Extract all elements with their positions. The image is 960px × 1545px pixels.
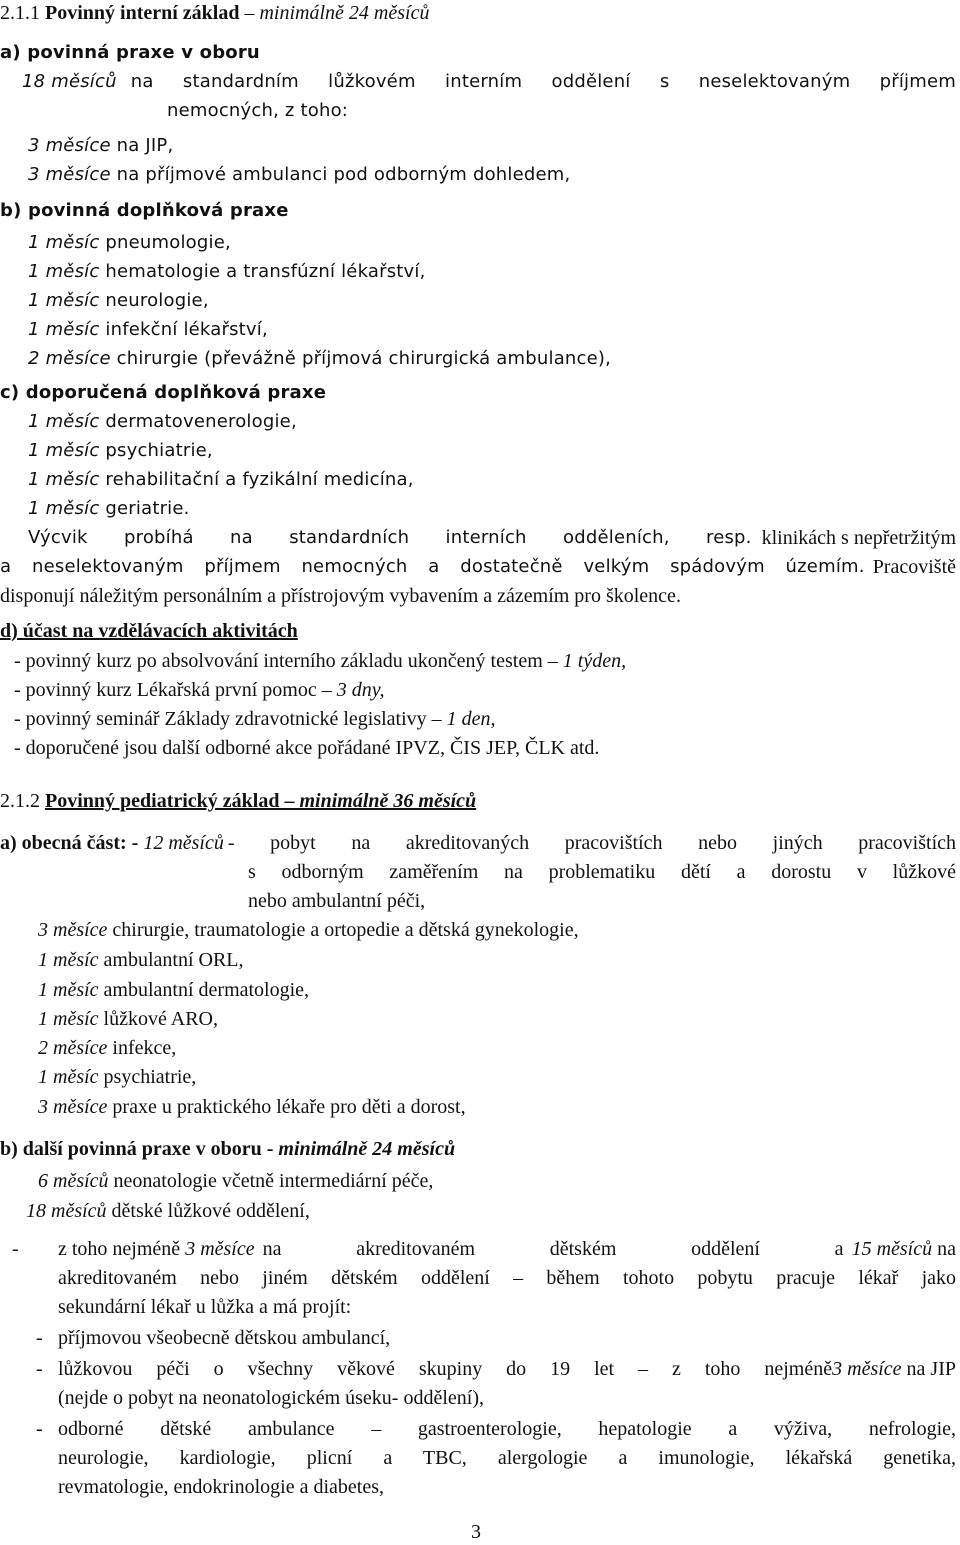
duration: 1 měsíc — [28, 319, 100, 340]
list-item — [38, 947, 244, 973]
bullet-dash: - — [12, 1238, 19, 1260]
list-item — [38, 1035, 176, 1061]
section-heading-2-1-2 — [0, 788, 476, 814]
list-item — [28, 288, 209, 314]
line-text: na akreditovaném dětském oddělení a — [262, 1238, 844, 1260]
line-text: na — [932, 1238, 956, 1260]
duration: 2 měsíce — [38, 1037, 108, 1059]
duration: 1 měsíc — [28, 290, 100, 311]
text-line: nemocných, z toho: — [167, 100, 349, 121]
paragraph-line: neurologie, kardiologie, plicní a TBC, alergologie a imunologie, lékařská genetika, — [58, 1447, 956, 1469]
subsection-d-title — [0, 618, 298, 644]
list-item — [28, 259, 426, 285]
item-text: infekce, — [107, 1037, 177, 1059]
duration: 3 měsíce — [185, 1238, 255, 1260]
line-text: - pobyt na akreditovaných pracovištích nebo jiných pracovištích — [227, 832, 956, 854]
subsection-a-title: a) povinná praxe v oboru — [0, 42, 260, 63]
item-text: geriatrie. — [99, 498, 190, 519]
subsection-a-label: a) obecná část: — [0, 832, 127, 854]
line-segment — [832, 1356, 956, 1382]
item-text: lůžkové ARO, — [98, 1008, 218, 1030]
duration: 1 měsíc — [38, 979, 99, 1001]
heading-title: Povinný interní základ — [45, 2, 240, 24]
item-text: dětské lůžkové oddělení, — [106, 1200, 310, 1222]
list-item — [38, 1006, 218, 1032]
text-line: nebo ambulantní péči, — [248, 890, 426, 912]
paragraph-line: sekundární lékař u lůžka a má projít: — [58, 1296, 352, 1318]
item-text: na JIP, — [110, 135, 174, 156]
duration: 1 měsíc — [28, 261, 100, 282]
list-item — [28, 496, 190, 522]
subsection-d-title-text: d) účast na vzdělávacích aktivitách — [0, 620, 298, 642]
duration: 18 měsíců — [26, 1200, 107, 1222]
subsection-b-title: b) povinná doplňková praxe — [0, 200, 289, 221]
label-dash: - — [126, 832, 144, 854]
item-text: neurologie, — [99, 290, 209, 311]
duration: 3 měsíce — [28, 164, 111, 185]
paragraph-line — [58, 1236, 956, 1262]
text-line — [0, 830, 956, 856]
paragraph-line: akreditovaném nebo jiném dětském oddělení – během tohoto pobytu pracuje lékař jako — [58, 1267, 956, 1289]
paragraph-line: odborné dětské ambulance – gastroenterologie, hepatologie a výživa, nefrologie, — [58, 1418, 956, 1440]
list-item — [28, 438, 213, 464]
subsection-b-title — [0, 1136, 455, 1162]
label-group — [0, 830, 224, 856]
item-text: infekční lékařství, — [99, 319, 268, 340]
duration: 18 měsíců — [22, 71, 117, 92]
list-item — [38, 1168, 433, 1194]
paragraph-line — [58, 1356, 956, 1382]
item-text: dermatovenerologie, — [99, 411, 297, 432]
item-text: praxe u praktického lékaře pro děti a dorost, — [107, 1096, 466, 1118]
list-item — [14, 677, 384, 703]
line-text: klinikách s nepřetržitým — [761, 527, 956, 549]
list-item — [38, 977, 309, 1003]
duration: 6 měsíců — [38, 1170, 109, 1192]
heading-title: Povinný pediatrický základ — [45, 790, 280, 812]
duration: 1 měsíc — [38, 1008, 99, 1030]
duration: 1 měsíc — [28, 411, 100, 432]
duration: 3 měsíce — [832, 1358, 902, 1380]
list-item — [28, 346, 611, 372]
paragraph-line: revmatologie, endokrinologie a diabetes, — [58, 1476, 385, 1498]
heading-dash: – — [279, 790, 300, 812]
list-item — [26, 1198, 310, 1224]
list-item — [28, 133, 173, 159]
list-item — [28, 317, 268, 343]
line-segment — [58, 1236, 255, 1262]
item-text: chirurgie, traumatologie a ortopedie a dětská gynekologie, — [107, 919, 579, 941]
text-line — [22, 69, 956, 95]
item-text: chirurgie (převážně příjmová chirurgická ambulance), — [110, 348, 612, 369]
bullet-dash: - — [36, 1327, 43, 1349]
line-text: lůžkovou péči o všechny věkové skupiny do 19 let – z toho nejméně — [58, 1358, 833, 1380]
heading-number: 2.1.1 — [0, 2, 45, 24]
bullet-dash: - — [36, 1418, 43, 1440]
item-text: psychiatrie, — [98, 1066, 197, 1088]
heading-duration: minimálně 36 měsíců — [299, 790, 477, 812]
page-number: 3 — [471, 1521, 481, 1543]
item-text: hematologie a transfúzní lékařství, — [99, 261, 426, 282]
duration: 1 měsíc — [28, 232, 100, 253]
duration: 12 měsíců — [143, 832, 224, 854]
subsection-c-title: c) doporučená doplňková praxe — [0, 382, 327, 403]
item-text: ambulantní dermatologie, — [98, 979, 310, 1001]
duration: 1 měsíc — [28, 440, 100, 461]
line-text: z toho nejméně — [58, 1238, 186, 1260]
line-text: na JIP — [901, 1358, 956, 1380]
list-item — [38, 1094, 466, 1120]
list-item — [28, 162, 570, 188]
paragraph-line — [0, 554, 956, 580]
heading-dash: – — [239, 2, 260, 24]
list-item — [38, 1064, 196, 1090]
item-text: - povinný kurz po absolvování interního základu ukončený testem – — [14, 650, 563, 672]
heading-duration: minimálně 24 měsíců — [259, 2, 430, 24]
list-item: příjmovou všeobecně dětskou ambulancí, — [58, 1327, 391, 1349]
item-text: neonatologie včetně intermediární péče, — [108, 1170, 434, 1192]
list-item — [14, 648, 626, 674]
item-text: rehabilitační a fyzikální medicína, — [99, 469, 414, 490]
duration: minimálně 24 měsíců — [278, 1138, 456, 1160]
item-text: - doporučené jsou další odborné akce pořádané IPVZ, ČIS JEP, ČLK atd. — [14, 737, 600, 759]
duration: 2 měsíce — [28, 348, 111, 369]
duration: 1 měsíc — [28, 469, 100, 490]
paragraph-line: disponují náležitým personálním a přístrojovým vybavením a zázemím pro školence. — [0, 585, 681, 607]
duration: 1 den, — [446, 708, 496, 730]
duration: 3 měsíce — [38, 919, 108, 941]
line-text: na standardním lůžkovém interním oddělení s neselektovaným příjmem — [130, 71, 956, 92]
paragraph-line — [28, 525, 956, 551]
duration: 3 měsíce — [38, 1096, 108, 1118]
list-item — [14, 706, 496, 732]
duration: 3 měsíce — [28, 135, 111, 156]
line-segment — [852, 1236, 956, 1262]
subsection-b-label: b) další povinná praxe v oboru - — [0, 1138, 279, 1160]
item-text: psychiatrie, — [99, 440, 213, 461]
bullet-dash: - — [36, 1358, 43, 1380]
list-item — [28, 467, 414, 493]
text-line: s odborným zaměřením na problematiku dětí a dorostu v lůžkové — [248, 861, 956, 883]
list-item — [28, 409, 297, 435]
line-text: Výcvik probíhá na standardních interních odděleních, resp. — [28, 527, 752, 548]
item-text: pneumologie, — [99, 232, 231, 253]
duration: 15 měsíců — [851, 1238, 933, 1260]
duration: 1 měsíc — [38, 949, 99, 971]
item-text: na příjmové ambulanci pod odborným dohledem, — [110, 164, 571, 185]
duration: 1 měsíc — [28, 498, 100, 519]
item-text: ambulantní ORL, — [98, 949, 244, 971]
duration: 3 dny, — [336, 679, 385, 701]
section-heading-2-1-1 — [0, 0, 429, 26]
list-item — [38, 917, 579, 943]
line-text: a neselektovaným příjmem nemocných a dostatečně velkým spádovým územím. — [0, 556, 865, 577]
list-item — [14, 735, 599, 761]
duration: 1 týden, — [562, 650, 627, 672]
item-text: - povinný kurz Lékařská první pomoc – — [14, 679, 337, 701]
line-text: Pracoviště — [872, 556, 956, 578]
item-text: - povinný seminář Základy zdravotnické legislativy – — [14, 708, 447, 730]
duration: 1 měsíc — [38, 1066, 99, 1088]
list-item — [28, 230, 231, 256]
paragraph-line: (nejde o pobyt na neonatologickém úseku- oddělení), — [58, 1387, 484, 1409]
heading-number: 2.1.2 — [0, 790, 45, 812]
